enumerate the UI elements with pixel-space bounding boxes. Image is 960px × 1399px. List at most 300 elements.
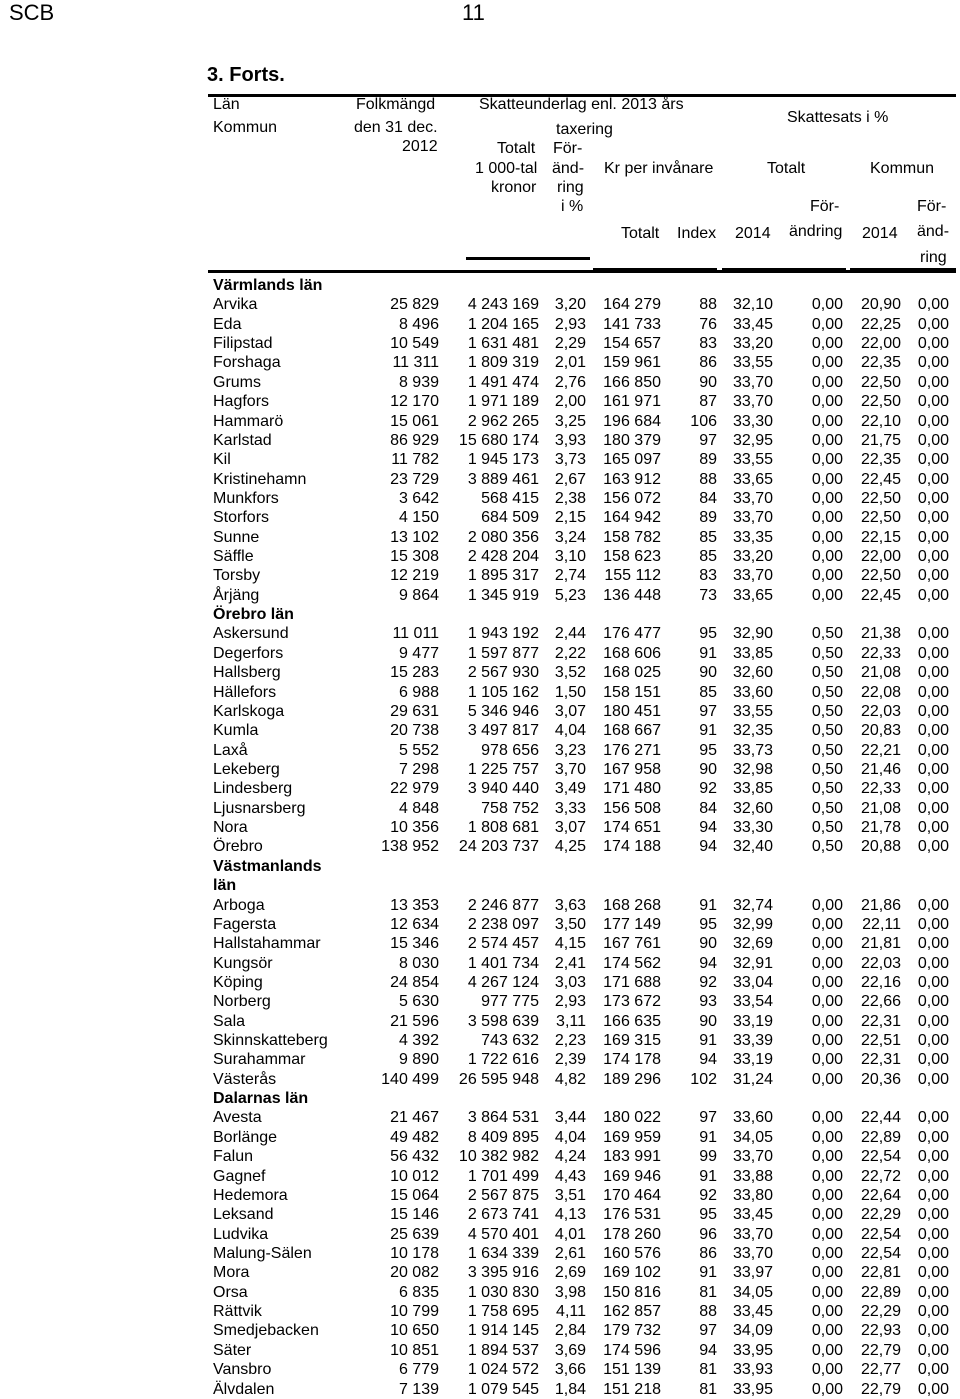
- folkmangd: 4 848: [398, 799, 439, 817]
- skatteunderlag-forandring: 2,22: [554, 644, 586, 662]
- kommun-name: Rättvik: [213, 1303, 262, 1321]
- folkmangd: 8 496: [398, 315, 439, 333]
- kr-per-invanare-totalt: 164 279: [603, 296, 661, 314]
- kr-per-invanare-index: 81: [699, 1361, 717, 1379]
- table-row: [0, 1108, 960, 1127]
- kr-per-invanare-totalt: 171 688: [603, 973, 661, 991]
- kr-per-invanare-index: 91: [699, 1167, 717, 1185]
- kr-per-invanare-index: 95: [699, 1206, 717, 1224]
- skattesats-totalt-forandring: 0,00: [811, 548, 843, 566]
- skattesats-kommun-forandring: 0,00: [917, 470, 949, 488]
- skattesats-kommun-forandring: 0,00: [917, 838, 949, 856]
- skattesats-totalt-2014: 33,70: [732, 1245, 773, 1262]
- kr-per-invanare-index: 91: [699, 896, 717, 914]
- kommun-name: Surahammar: [213, 1051, 306, 1069]
- skattesats-kommun-2014: 22,66: [860, 993, 901, 1011]
- skattesats-totalt-forandring: 0,00: [811, 1148, 843, 1166]
- skattesats-totalt-forandring: 0,50: [811, 761, 843, 778]
- skattesats-kommun-2014: 22,89: [860, 1128, 901, 1146]
- region-name: Örebro län: [213, 606, 294, 624]
- kr-per-invanare-index: 97: [699, 702, 717, 720]
- skattesats-totalt-2014: 33,70: [732, 1225, 773, 1243]
- skattesats-kommun-forandring: 0,00: [917, 1167, 949, 1185]
- skatteunderlag-totalt: 1 945 173: [467, 451, 539, 469]
- header-folkmangd-3: 2012: [402, 138, 438, 155]
- skatteunderlag-totalt: 1 971 189: [467, 393, 539, 411]
- skattesats-totalt-forandring: 0,50: [811, 722, 843, 740]
- skattesats-kommun-forandring: 0,00: [917, 683, 949, 701]
- region-header-row: [0, 276, 960, 295]
- header-for-1: För-: [553, 140, 583, 157]
- skatteunderlag-totalt: 2 673 741: [467, 1206, 539, 1224]
- skatteunderlag-forandring: 1,84: [554, 1380, 586, 1398]
- skattesats-totalt-2014: 33,04: [732, 973, 773, 991]
- folkmangd: 10 356: [390, 819, 439, 837]
- kr-per-invanare-index: 84: [699, 799, 717, 817]
- kommun-name: Ludvika: [213, 1225, 269, 1243]
- skattesats-totalt-forandring: 0,00: [811, 296, 843, 314]
- table-row: [0, 1128, 960, 1147]
- skatteunderlag-forandring: 2,41: [554, 954, 586, 972]
- kommun-name: Västerås: [213, 1070, 277, 1088]
- kr-per-invanare-index: 90: [699, 373, 717, 391]
- skattesats-kommun-2014: 22,31: [860, 1051, 901, 1069]
- folkmangd: 56 432: [390, 1148, 439, 1166]
- skatteunderlag-forandring: 2,23: [554, 1032, 586, 1050]
- skattesats-kommun-forandring: 0,00: [917, 1245, 949, 1262]
- kr-per-invanare-totalt: 170 464: [603, 1186, 661, 1204]
- skattesats-totalt-2014: 33,80: [732, 1186, 773, 1204]
- folkmangd: 23 729: [390, 470, 439, 488]
- kr-per-invanare-totalt: 151 218: [603, 1380, 661, 1398]
- skattesats-kommun-forandring: 0,00: [917, 780, 949, 798]
- skattesats-kommun-2014: 21,81: [860, 935, 901, 953]
- skattesats-totalt-forandring: 0,00: [811, 315, 843, 333]
- skattesats-kommun-forandring: 0,00: [917, 567, 949, 585]
- kr-per-invanare-index: 95: [699, 741, 717, 759]
- table-row: [0, 644, 960, 663]
- kommun-name: Köping: [213, 973, 263, 991]
- skatteunderlag-totalt: 1 895 317: [467, 567, 539, 585]
- skattesats-totalt-forandring: 0,00: [811, 1032, 843, 1050]
- folkmangd: 12 634: [390, 915, 439, 933]
- folkmangd: 13 102: [390, 528, 439, 546]
- table-row: [0, 1263, 960, 1282]
- kr-per-invanare-index: 90: [699, 935, 717, 953]
- kr-per-invanare-index: 90: [699, 1012, 717, 1030]
- kr-per-invanare-totalt: 180 451: [603, 702, 661, 720]
- skatteunderlag-forandring: 3,11: [556, 1012, 586, 1030]
- kr-per-invanare-totalt: 136 448: [603, 586, 661, 604]
- skattesats-kommun-forandring: 0,00: [917, 354, 949, 372]
- skattesats-totalt-forandring: 0,00: [811, 1128, 843, 1146]
- skattesats-totalt-2014: 33,93: [732, 1361, 773, 1379]
- folkmangd: 86 929: [390, 431, 439, 449]
- skattesats-kommun-forandring: 0,00: [917, 722, 949, 740]
- skatteunderlag-forandring: 4,04: [554, 1128, 586, 1146]
- kr-per-invanare-index: 81: [699, 1380, 717, 1398]
- folkmangd: 25 829: [390, 296, 439, 314]
- skattesats-kommun-forandring: 0,00: [917, 799, 949, 817]
- skattesats-kommun-forandring: 0,00: [917, 1128, 949, 1146]
- skatteunderlag-totalt: 758 752: [481, 799, 539, 817]
- kr-per-invanare-totalt: 166 635: [603, 1012, 661, 1030]
- table-row: [0, 837, 960, 856]
- skatteunderlag-forandring: 2,84: [554, 1322, 586, 1340]
- header-ss-totalt-for-2: ändring: [789, 223, 843, 240]
- table-row: [0, 412, 960, 431]
- skatteunderlag-totalt: 1 943 192: [467, 625, 539, 643]
- kommun-name: Orsa: [213, 1283, 248, 1301]
- header-ss-totalt-for-1: För-: [810, 198, 840, 215]
- skatteunderlag-totalt: 2 238 097: [467, 915, 539, 933]
- skattesats-totalt-2014: 32,98: [732, 761, 773, 778]
- header-for-2: änd-: [552, 160, 585, 177]
- table-row: [0, 1167, 960, 1186]
- skattesats-kommun-forandring: 0,00: [917, 1186, 949, 1204]
- skatteunderlag-forandring: 3,20: [554, 296, 586, 314]
- skattesats-kommun-2014: 22,03: [860, 954, 901, 972]
- kommun-name: Hallstahammar: [213, 935, 321, 953]
- kr-per-invanare-index: 92: [699, 780, 717, 798]
- kr-per-invanare-totalt: 164 942: [603, 509, 661, 527]
- skattesats-totalt-2014: 33,55: [732, 702, 773, 720]
- kr-per-invanare-totalt: 151 139: [603, 1361, 661, 1379]
- skatteunderlag-totalt: 1 030 830: [467, 1283, 539, 1301]
- folkmangd: 5 630: [398, 993, 439, 1011]
- kommun-name: Örebro: [213, 838, 263, 856]
- table-row: [0, 1147, 960, 1166]
- skattesats-kommun-forandring: 0,00: [917, 1051, 949, 1069]
- skattesats-totalt-forandring: 0,00: [811, 954, 843, 972]
- kommun-name: Fagersta: [213, 915, 277, 933]
- skattesats-kommun-2014: 22,50: [860, 567, 901, 585]
- skattesats-kommun-forandring: 0,00: [917, 973, 949, 991]
- folkmangd: 10 650: [390, 1322, 439, 1340]
- skatteunderlag-totalt: 1 634 339: [467, 1245, 539, 1262]
- folkmangd: 20 738: [390, 722, 439, 740]
- skattesats-totalt-forandring: 0,00: [811, 431, 843, 449]
- kr-per-invanare-totalt: 169 946: [603, 1167, 661, 1185]
- folkmangd: 25 639: [390, 1225, 439, 1243]
- skatteunderlag-forandring: 2,61: [554, 1245, 586, 1262]
- skattesats-totalt-2014: 33,70: [732, 489, 773, 507]
- skattesats-totalt-2014: 33,45: [732, 1303, 773, 1321]
- skatteunderlag-totalt: 978 656: [481, 741, 539, 759]
- skatteunderlag-totalt: 1 894 537: [467, 1341, 539, 1359]
- skatteunderlag-totalt: 24 203 737: [458, 838, 539, 856]
- skatteunderlag-totalt: 977 775: [481, 993, 539, 1011]
- region-header-row: [0, 876, 960, 895]
- skattesats-totalt-forandring: 0,00: [811, 470, 843, 488]
- folkmangd: 10 799: [390, 1303, 439, 1321]
- skattesats-totalt-forandring: 0,50: [811, 702, 843, 720]
- skattesats-totalt-forandring: 0,00: [811, 412, 843, 430]
- kr-per-invanare-index: 81: [699, 1283, 717, 1301]
- folkmangd: 6 779: [398, 1361, 439, 1379]
- skatteunderlag-forandring: 2,01: [554, 354, 586, 372]
- skattesats-kommun-2014: 22,79: [860, 1380, 901, 1398]
- kr-per-invanare-index: 97: [699, 1109, 717, 1127]
- table-row: [0, 992, 960, 1011]
- skattesats-kommun-forandring: 0,00: [917, 741, 949, 759]
- skattesats-totalt-forandring: 0,00: [811, 354, 843, 372]
- skattesats-kommun-forandring: 0,00: [917, 1361, 949, 1379]
- skattesats-kommun-2014: 22,29: [860, 1303, 901, 1321]
- kr-per-invanare-index: 84: [699, 489, 717, 507]
- skattesats-totalt-forandring: 0,50: [811, 741, 843, 759]
- skattesats-kommun-2014: 22,29: [860, 1206, 901, 1224]
- skattesats-totalt-forandring: 0,00: [811, 567, 843, 585]
- skattesats-kommun-forandring: 0,00: [917, 1206, 949, 1224]
- skattesats-kommun-2014: 22,93: [860, 1322, 901, 1340]
- kr-per-invanare-index: 88: [699, 1303, 717, 1321]
- skattesats-kommun-2014: 22,33: [860, 644, 901, 662]
- skattesats-kommun-forandring: 0,00: [917, 1341, 949, 1359]
- skattesats-kommun-2014: 22,81: [860, 1264, 901, 1282]
- header-totalt-1: Totalt: [497, 140, 536, 157]
- header-skattesats: Skattesats i %: [787, 109, 889, 126]
- skattesats-totalt-forandring: 0,00: [811, 1283, 843, 1301]
- kr-per-invanare-index: 92: [699, 973, 717, 991]
- skattesats-kommun-forandring: 0,00: [917, 1225, 949, 1243]
- skattesats-totalt-forandring: 0,50: [811, 625, 843, 643]
- kr-per-invanare-totalt: 166 850: [603, 373, 661, 391]
- kommun-name: Årjäng: [213, 586, 260, 604]
- skattesats-totalt-forandring: 0,00: [811, 586, 843, 604]
- kommun-name: Hedemora: [213, 1186, 288, 1204]
- kr-per-invanare-index: 88: [699, 296, 717, 314]
- skattesats-totalt-2014: 32,90: [732, 625, 773, 643]
- skatteunderlag-totalt: 1 079 545: [467, 1380, 539, 1398]
- table-row: [0, 586, 960, 605]
- kr-per-invanare-totalt: 158 151: [603, 683, 661, 701]
- folkmangd: 6 988: [398, 683, 439, 701]
- table-row: [0, 799, 960, 818]
- folkmangd: 7 298: [398, 761, 439, 778]
- skatteunderlag-totalt: 684 509: [481, 509, 539, 527]
- skatteunderlag-forandring: 4,82: [554, 1070, 586, 1088]
- folkmangd: 140 499: [381, 1070, 439, 1088]
- kr-per-invanare-totalt: 168 667: [603, 722, 661, 740]
- skattesats-kommun-forandring: 0,00: [917, 1322, 949, 1340]
- folkmangd: 138 952: [381, 838, 439, 856]
- header-for-4: i %: [561, 198, 584, 215]
- skattesats-kommun-forandring: 0,00: [917, 1109, 949, 1127]
- skattesats-kommun-forandring: 0,00: [917, 819, 949, 837]
- kr-per-invanare-totalt: 167 761: [603, 935, 661, 953]
- folkmangd: 15 346: [390, 935, 439, 953]
- skattesats-totalt-forandring: 0,00: [811, 1051, 843, 1069]
- skatteunderlag-forandring: 3,49: [554, 780, 586, 798]
- skattesats-kommun-2014: 20,90: [860, 296, 901, 314]
- folkmangd: 9 477: [398, 644, 439, 662]
- skattesats-totalt-forandring: 0,50: [811, 644, 843, 662]
- skatteunderlag-forandring: 4,15: [554, 935, 586, 953]
- skatteunderlag-forandring: 4,25: [554, 838, 586, 856]
- kr-per-invanare-index: 94: [699, 954, 717, 972]
- header-folkmangd-1: Folkmängd: [356, 96, 436, 113]
- kr-per-invanare-totalt: 169 959: [603, 1128, 661, 1146]
- folkmangd: 15 146: [390, 1206, 439, 1224]
- skattesats-kommun-2014: 22,50: [860, 393, 901, 411]
- header-ss-kommun-for-1: För-: [917, 198, 947, 215]
- skattesats-totalt-forandring: 0,00: [811, 528, 843, 546]
- table-row: [0, 353, 960, 372]
- skattesats-totalt-forandring: 0,00: [811, 915, 843, 933]
- skattesats-totalt-forandring: 0,00: [811, 1225, 843, 1243]
- skatteunderlag-totalt: 1 491 474: [467, 373, 539, 391]
- kommun-name: Hagfors: [213, 393, 270, 411]
- folkmangd: 9 890: [398, 1051, 439, 1069]
- skattesats-kommun-forandring: 0,00: [917, 451, 949, 469]
- table-row: [0, 934, 960, 953]
- skattesats-kommun-2014: 22,77: [860, 1361, 901, 1379]
- kr-per-invanare-totalt: 180 022: [603, 1109, 661, 1127]
- table-row: [0, 528, 960, 547]
- skatteunderlag-forandring: 4,43: [554, 1167, 586, 1185]
- skattesats-totalt-forandring: 0,00: [811, 335, 843, 353]
- skattesats-kommun-2014: 22,35: [860, 354, 901, 372]
- kr-per-invanare-totalt: 174 651: [603, 819, 661, 837]
- skattesats-totalt-forandring: 0,00: [811, 1264, 843, 1282]
- folkmangd: 3 642: [398, 489, 439, 507]
- skattesats-totalt-forandring: 0,50: [811, 799, 843, 817]
- skattesats-kommun-2014: 22,54: [860, 1148, 901, 1166]
- folkmangd: 8 030: [398, 954, 439, 972]
- header-ss-kommun-2014: 2014: [862, 225, 898, 242]
- folkmangd: 11 011: [392, 625, 439, 643]
- folkmangd: 6 835: [398, 1283, 439, 1301]
- kr-per-invanare-totalt: 168 025: [603, 664, 661, 682]
- skatteunderlag-forandring: 3,66: [554, 1361, 586, 1379]
- kommun-name: Leksand: [213, 1206, 274, 1224]
- table-row: [0, 547, 960, 566]
- skattesats-kommun-forandring: 0,00: [917, 993, 949, 1011]
- skattesats-kommun-forandring: 0,00: [917, 702, 949, 720]
- folkmangd: 11 311: [392, 354, 439, 372]
- skattesats-kommun-2014: 22,72: [860, 1167, 901, 1185]
- skattesats-kommun-2014: 22,54: [860, 1245, 901, 1262]
- kr-per-invanare-totalt: 174 188: [603, 838, 661, 856]
- kommun-name: Arvika: [213, 296, 258, 314]
- skattesats-totalt-2014: 33,55: [732, 354, 773, 372]
- header-ss-kommun-for-2: änd-: [917, 223, 950, 240]
- skattesats-kommun-2014: 22,45: [860, 586, 901, 604]
- skattesats-totalt-2014: 33,45: [732, 315, 773, 333]
- skatteunderlag-totalt: 1 914 145: [467, 1322, 539, 1340]
- kr-per-invanare-totalt: 169 102: [603, 1264, 661, 1282]
- kr-per-invanare-index: 96: [699, 1225, 717, 1243]
- table-row: [0, 1070, 960, 1089]
- folkmangd: 49 482: [390, 1128, 439, 1146]
- kr-per-invanare-totalt: 171 480: [603, 780, 661, 798]
- page-number: 11: [462, 0, 485, 25]
- skattesats-totalt-2014: 32,74: [732, 896, 773, 914]
- folkmangd: 21 467: [390, 1109, 439, 1127]
- kr-per-invanare-index: 92: [699, 1186, 717, 1204]
- skatteunderlag-totalt: 4 267 124: [467, 973, 539, 991]
- folkmangd: 10 549: [390, 335, 439, 353]
- skattesats-kommun-2014: 22,51: [860, 1032, 901, 1050]
- header-totalt-3: kronor: [491, 179, 537, 196]
- skatteunderlag-forandring: 4,01: [554, 1225, 586, 1243]
- skattesats-totalt-forandring: 0,00: [811, 1186, 843, 1204]
- skattesats-kommun-2014: 20,88: [860, 838, 901, 856]
- skatteunderlag-forandring: 2,15: [554, 509, 586, 527]
- skatteunderlag-totalt: 1 631 481: [467, 335, 539, 353]
- skattesats-kommun-forandring: 0,00: [917, 644, 949, 662]
- skattesats-totalt-2014: 33,73: [732, 741, 773, 759]
- skattesats-kommun-2014: 22,50: [860, 509, 901, 527]
- skattesats-totalt-2014: 33,20: [732, 335, 773, 353]
- skatteunderlag-totalt: 2 567 930: [467, 664, 539, 682]
- table-row: [0, 721, 960, 740]
- skattesats-kommun-2014: 22,08: [860, 683, 901, 701]
- skattesats-totalt-forandring: 0,50: [811, 819, 843, 837]
- skatteunderlag-totalt: 1 024 572: [467, 1361, 539, 1379]
- kr-per-invanare-totalt: 162 857: [603, 1303, 661, 1321]
- kommun-name: Hammarö: [213, 412, 284, 430]
- header-totalt-2: 1 000-tal: [475, 160, 538, 177]
- skattesats-kommun-2014: 22,50: [860, 489, 901, 507]
- skatteunderlag-forandring: 3,10: [554, 548, 586, 566]
- kr-per-invanare-index: 91: [699, 644, 717, 662]
- skatteunderlag-forandring: 3,24: [554, 528, 586, 546]
- kommun-name: Vansbro: [213, 1361, 272, 1379]
- kr-per-invanare-index: 85: [699, 528, 717, 546]
- kr-per-invanare-totalt: 150 816: [603, 1283, 661, 1301]
- skattesats-kommun-2014: 22,31: [860, 1012, 901, 1030]
- kommun-name: Karlskoga: [213, 702, 285, 720]
- skattesats-kommun-2014: 21,38: [860, 625, 901, 643]
- kr-per-invanare-totalt: 168 606: [603, 644, 661, 662]
- kr-per-invanare-totalt: 165 097: [603, 451, 661, 469]
- skattesats-kommun-2014: 22,16: [860, 973, 901, 991]
- skatteunderlag-forandring: 2,00: [554, 393, 586, 411]
- kr-per-invanare-totalt: 158 782: [603, 528, 661, 546]
- kr-per-invanare-index: 91: [699, 1128, 717, 1146]
- kommun-name: Eda: [213, 315, 242, 333]
- skattesats-kommun-2014: 20,36: [860, 1070, 901, 1088]
- kommun-name: Älvdalen: [213, 1380, 275, 1398]
- skattesats-kommun-forandring: 0,00: [917, 393, 949, 411]
- table-row: [0, 508, 960, 527]
- skattesats-totalt-2014: 33,35: [732, 528, 773, 546]
- kr-per-invanare-index: 89: [699, 451, 717, 469]
- table-row: [0, 334, 960, 353]
- section-title: 3. Forts.: [207, 64, 285, 86]
- kommun-name: Laxå: [213, 741, 248, 759]
- kommun-name: Torsby: [213, 567, 261, 585]
- skattesats-kommun-forandring: 0,00: [917, 625, 949, 643]
- skattesats-kommun-forandring: 0,00: [917, 664, 949, 682]
- skattesats-totalt-2014: 33,30: [732, 412, 773, 430]
- skattesats-totalt-2014: 32,60: [732, 664, 773, 682]
- skattesats-kommun-2014: 22,35: [860, 451, 901, 469]
- skatteunderlag-forandring: 3,69: [554, 1341, 586, 1359]
- skatteunderlag-forandring: 3,52: [554, 664, 586, 682]
- skattesats-kommun-forandring: 0,00: [917, 954, 949, 972]
- skatteunderlag-forandring: 1,50: [554, 683, 586, 701]
- skatteunderlag-forandring: 2,44: [554, 625, 586, 643]
- skattesats-totalt-forandring: 0,00: [811, 1012, 843, 1030]
- kr-per-invanare-totalt: 177 149: [603, 915, 661, 933]
- skattesats-totalt-2014: 33,39: [732, 1032, 773, 1050]
- kommun-name: Forshaga: [213, 354, 281, 372]
- skattesats-totalt-2014: 34,05: [732, 1128, 773, 1146]
- skattesats-kommun-2014: 22,15: [860, 528, 901, 546]
